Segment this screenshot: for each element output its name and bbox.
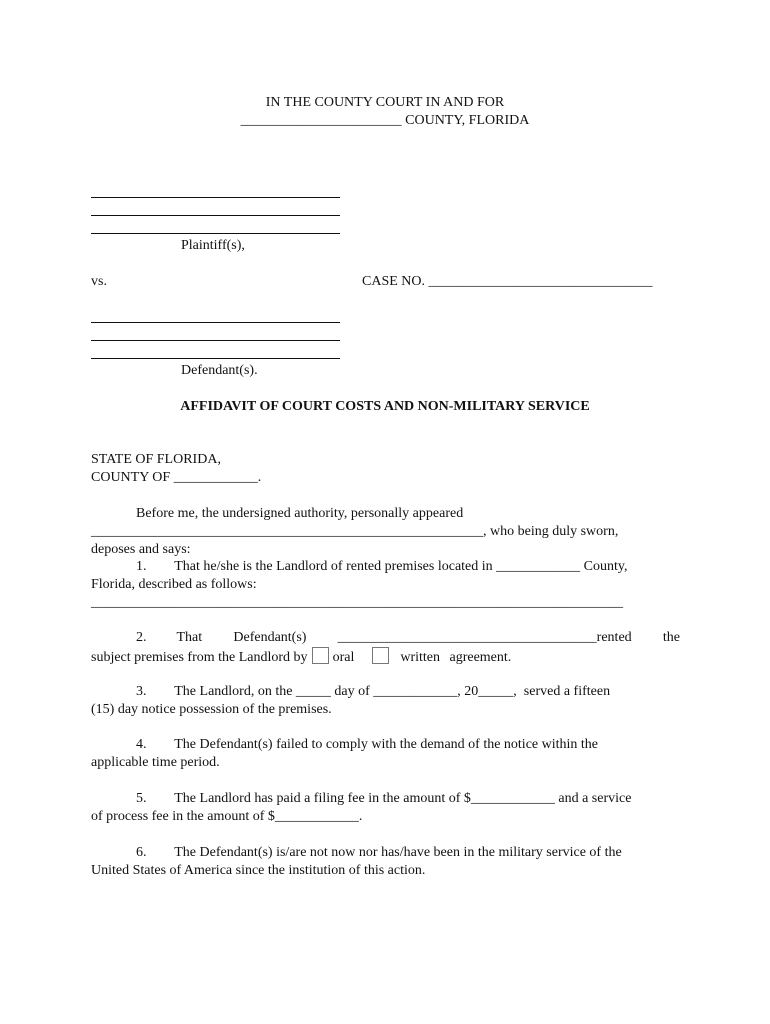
defendant-label: Defendant(s). — [181, 363, 258, 378]
intro-line2: ________________________________________________________, who being duly sworn, — [91, 524, 619, 539]
vs-label: vs. — [91, 274, 107, 289]
plaintiff-label: Plaintiff(s), — [181, 238, 245, 253]
paragraph-6-line2: United States of America since the institution of this action. — [91, 863, 426, 878]
paragraph-3-line2: (15) day notice possession of the premises. — [91, 702, 332, 717]
paragraph-2-blank: _____________________________________rented — [337, 630, 632, 645]
venue-county: COUNTY OF ____________. — [91, 470, 262, 485]
paragraph-5-line1: 5. The Landlord has paid a filing fee in the amount of $____________ and a service — [136, 791, 632, 806]
paragraph-1-line3: ____________________________________________________________________________ — [91, 595, 623, 610]
document-title: AFFIDAVIT OF COURT COSTS AND NON-MILITARY SERVICE — [180, 399, 590, 414]
case-number: CASE NO. ________________________________ — [362, 274, 653, 289]
venue-state: STATE OF FLORIDA, — [91, 452, 221, 467]
defendant-name-line — [91, 358, 340, 359]
paragraph-2-that: That — [176, 630, 203, 645]
oral-label: oral — [332, 650, 355, 665]
oral-checkbox[interactable] — [312, 647, 329, 664]
paragraph-3-line1: 3. The Landlord, on the _____ day of ____________, 20_____, served a fifteen — [136, 684, 611, 699]
plaintiff-name-line — [91, 197, 340, 198]
paragraph-2-subject-text: subject premises from the Landlord by — [91, 650, 308, 665]
paragraph-2-number: 2. — [136, 630, 147, 645]
paragraph-1-line2: Florida, described as follows: — [91, 577, 257, 592]
paragraph-2-the: the — [662, 630, 680, 645]
paragraph-6-line1: 6. The Defendant(s) is/are not now nor has/have been in the military service of the — [136, 845, 622, 860]
paragraph-4-line1: 4. The Defendant(s) failed to comply with the demand of the notice within the — [136, 737, 599, 752]
defendant-name-line — [91, 340, 340, 341]
defendant-name-line — [91, 322, 340, 323]
paragraph-4-line2: applicable time period. — [91, 755, 220, 770]
paragraph-1-line1: 1. That he/she is the Landlord of rented premises located in ____________ County, — [136, 559, 628, 574]
paragraph-2-defendant: Defendant(s) — [233, 630, 307, 645]
paragraph-2-line2 — [91, 647, 511, 667]
paragraph-2-line1 — [136, 629, 680, 647]
plaintiff-name-line — [91, 233, 340, 234]
intro-line3: deposes and says: — [91, 542, 191, 557]
paragraph-5-line2: of process fee in the amount of $____________. — [91, 809, 363, 824]
written-label: written — [400, 650, 440, 665]
agreement-label: agreement. — [449, 650, 512, 665]
court-header-line2: _______________________ COUNTY, FLORIDA — [240, 113, 530, 128]
plaintiff-name-line — [91, 215, 340, 216]
written-checkbox[interactable] — [372, 647, 389, 664]
court-header-line1: IN THE COUNTY COURT IN AND FOR — [265, 95, 505, 110]
intro-line1: Before me, the undersigned authority, personally appeared — [136, 506, 464, 521]
